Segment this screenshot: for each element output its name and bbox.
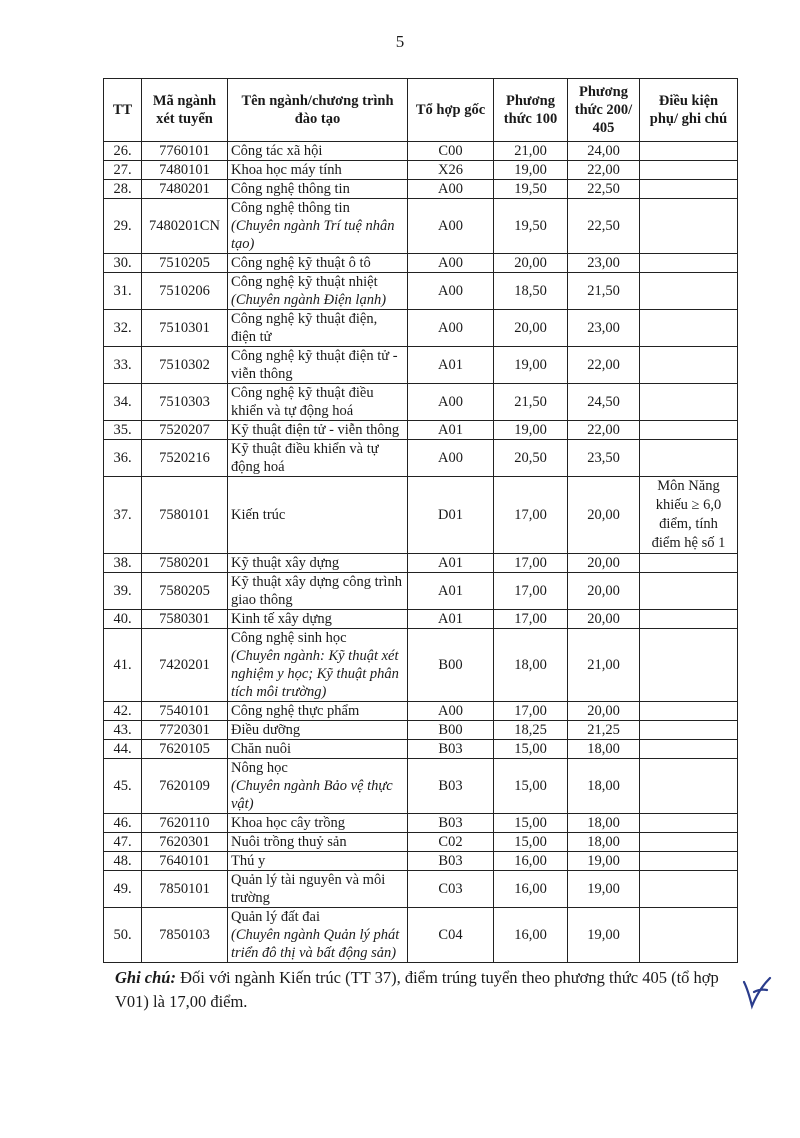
table-row	[104, 440, 738, 477]
program-specialization-note: (Chuyên ngành Quản lý phát triển đô thị và bất động sản)	[231, 927, 400, 961]
cell-method-100: 18,00	[494, 629, 568, 702]
cell-combo: A00	[408, 384, 494, 421]
cell-tt: 30.	[104, 254, 142, 273]
cell-tt: 46.	[104, 814, 142, 833]
cell-condition	[640, 740, 738, 759]
cell-method-100: 19,00	[494, 347, 568, 384]
cell-method-100: 16,00	[494, 908, 568, 963]
cell-method-200-405: 18,00	[568, 833, 640, 852]
cell-code: 7850101	[142, 871, 228, 908]
cell-condition	[640, 440, 738, 477]
cell-name	[228, 721, 408, 740]
cell-name	[228, 142, 408, 161]
cell-method-200-405: 22,00	[568, 347, 640, 384]
cell-method-200-405: 20,00	[568, 610, 640, 629]
cell-code: 7510206	[142, 273, 228, 310]
cell-code: 7620301	[142, 833, 228, 852]
cell-code: 7510301	[142, 310, 228, 347]
program-name: Công nghệ thông tin	[231, 200, 350, 216]
cell-method-100: 17,00	[494, 573, 568, 610]
cell-combo: A00	[408, 254, 494, 273]
cell-method-100: 19,00	[494, 161, 568, 180]
program-name: Quản lý tài nguyên và môi trường	[231, 872, 386, 906]
cell-condition	[640, 759, 738, 814]
cell-method-200-405: 19,00	[568, 871, 640, 908]
cell-method-100: 15,00	[494, 759, 568, 814]
table-row	[104, 871, 738, 908]
cell-tt: 41.	[104, 629, 142, 702]
program-specialization-note: (Chuyên ngành: Kỹ thuật xét nghiệm y học; Kỹ thuật phân tích môi trường)	[231, 648, 399, 700]
cell-method-200-405: 21,00	[568, 629, 640, 702]
program-name: Quản lý đất đai	[231, 909, 320, 925]
cell-condition	[640, 814, 738, 833]
cell-name	[228, 347, 408, 384]
cell-condition	[640, 161, 738, 180]
cell-method-100: 19,50	[494, 199, 568, 254]
program-name: Kỹ thuật điện tử - viễn thông	[231, 422, 400, 438]
cell-condition	[640, 721, 738, 740]
cell-condition	[640, 573, 738, 610]
cell-condition	[640, 384, 738, 421]
cell-condition	[640, 554, 738, 573]
cell-tt: 35.	[104, 421, 142, 440]
cell-tt: 49.	[104, 871, 142, 908]
condition-text: Môn Năng khiếu ≥ 6,0 điểm, tính điểm hệ số 1	[651, 478, 726, 551]
cell-method-200-405: 23,00	[568, 254, 640, 273]
cell-condition	[640, 477, 738, 554]
cell-code: 7520216	[142, 440, 228, 477]
cell-condition	[640, 871, 738, 908]
program-specialization-note: (Chuyên ngành Điện lạnh)	[231, 292, 387, 308]
header-method-100: Phương thức 100	[494, 79, 568, 142]
cell-code: 7580101	[142, 477, 228, 554]
program-name: Kinh tế xây dựng	[231, 611, 332, 627]
footnote	[115, 966, 735, 1014]
cell-condition	[640, 310, 738, 347]
header-condition: Điều kiện phụ/ ghi chú	[640, 79, 738, 142]
cell-tt: 44.	[104, 740, 142, 759]
cell-combo: B00	[408, 721, 494, 740]
cell-method-100: 20,50	[494, 440, 568, 477]
program-name: Kỹ thuật điều khiển và tự động hoá	[231, 441, 379, 475]
cell-tt: 50.	[104, 908, 142, 963]
table-row	[104, 629, 738, 702]
cell-combo: A01	[408, 347, 494, 384]
cell-combo: B03	[408, 740, 494, 759]
cell-code: 7510302	[142, 347, 228, 384]
cell-name	[228, 161, 408, 180]
cell-name	[228, 254, 408, 273]
cell-code: 7620109	[142, 759, 228, 814]
cell-combo: A00	[408, 440, 494, 477]
cell-name	[228, 908, 408, 963]
program-name: Thú y	[231, 853, 266, 869]
program-name: Công nghệ thông tin	[231, 181, 350, 197]
table-row	[104, 702, 738, 721]
cell-method-100: 18,50	[494, 273, 568, 310]
cell-method-200-405: 22,50	[568, 180, 640, 199]
program-name: Công nghệ kỹ thuật ô tô	[231, 255, 371, 271]
page-number: 5	[395, 32, 405, 51]
cell-code: 7480201	[142, 180, 228, 199]
program-name: Công nghệ sinh học	[231, 630, 347, 646]
admission-score-table	[103, 78, 738, 963]
cell-condition	[640, 347, 738, 384]
cell-tt: 43.	[104, 721, 142, 740]
program-name: Khoa học cây trồng	[231, 815, 345, 831]
cell-method-200-405: 24,50	[568, 384, 640, 421]
cell-name	[228, 852, 408, 871]
header-combo: Tổ hợp gốc	[408, 79, 494, 142]
cell-condition	[640, 833, 738, 852]
table-row	[104, 180, 738, 199]
cell-method-200-405: 19,00	[568, 908, 640, 963]
cell-method-100: 21,00	[494, 142, 568, 161]
cell-method-200-405: 23,00	[568, 310, 640, 347]
cell-name	[228, 421, 408, 440]
cell-method-200-405: 22,50	[568, 199, 640, 254]
cell-method-200-405: 23,50	[568, 440, 640, 477]
cell-combo: C04	[408, 908, 494, 963]
cell-code: 7620105	[142, 740, 228, 759]
footnote-lead: Ghi chú:	[115, 968, 176, 987]
cell-method-200-405: 24,00	[568, 142, 640, 161]
cell-name	[228, 440, 408, 477]
cell-tt: 27.	[104, 161, 142, 180]
program-specialization-note: (Chuyên ngành Trí tuệ nhân tạo)	[231, 218, 395, 252]
cell-code: 7580301	[142, 610, 228, 629]
cell-method-100: 19,00	[494, 421, 568, 440]
cell-tt: 39.	[104, 573, 142, 610]
cell-method-200-405: 19,00	[568, 852, 640, 871]
cell-combo: A00	[408, 273, 494, 310]
program-name: Nông học	[231, 760, 288, 776]
cell-method-100: 17,00	[494, 554, 568, 573]
program-name: Công nghệ kỹ thuật điều khiển và tự động hoá	[231, 385, 374, 419]
program-name: Công nghệ kỹ thuật điện tử - viễn thông	[231, 348, 398, 382]
cell-combo: C00	[408, 142, 494, 161]
cell-method-200-405: 21,25	[568, 721, 640, 740]
cell-code: 7620110	[142, 814, 228, 833]
cell-combo: A00	[408, 180, 494, 199]
cell-name	[228, 629, 408, 702]
cell-method-100: 16,00	[494, 852, 568, 871]
program-name: Kỹ thuật xây dựng	[231, 555, 340, 571]
table-row	[104, 554, 738, 573]
cell-condition	[640, 702, 738, 721]
cell-condition	[640, 273, 738, 310]
table-body	[104, 142, 738, 963]
cell-method-200-405: 20,00	[568, 702, 640, 721]
cell-condition	[640, 421, 738, 440]
cell-combo: A00	[408, 199, 494, 254]
cell-method-100: 17,00	[494, 610, 568, 629]
cell-combo: C02	[408, 833, 494, 852]
cell-tt: 47.	[104, 833, 142, 852]
cell-name	[228, 310, 408, 347]
cell-tt: 36.	[104, 440, 142, 477]
header-tt: TT	[104, 79, 142, 142]
cell-tt: 29.	[104, 199, 142, 254]
cell-condition	[640, 142, 738, 161]
cell-code: 7510205	[142, 254, 228, 273]
table-row	[104, 254, 738, 273]
program-name: Công tác xã hội	[231, 143, 323, 159]
cell-name	[228, 759, 408, 814]
cell-name	[228, 180, 408, 199]
cell-method-200-405: 22,00	[568, 161, 640, 180]
cell-tt: 28.	[104, 180, 142, 199]
header-method-200-405: Phương thức 200/ 405	[568, 79, 640, 142]
cell-method-100: 20,00	[494, 310, 568, 347]
cell-code: 7850103	[142, 908, 228, 963]
program-name: Chăn nuôi	[231, 741, 292, 757]
cell-combo: D01	[408, 477, 494, 554]
program-name: Khoa học máy tính	[231, 162, 342, 178]
footnote-text: Đối với ngành Kiến trúc (TT 37), điểm trúng tuyển theo phương thức 405 (tổ hợp V01) là 17,00 điểm.	[115, 968, 719, 1011]
cell-name	[228, 740, 408, 759]
cell-method-200-405: 21,50	[568, 273, 640, 310]
table-row	[104, 740, 738, 759]
program-name: Công nghệ thực phẩm	[231, 703, 360, 719]
cell-name	[228, 610, 408, 629]
cell-method-200-405: 20,00	[568, 573, 640, 610]
cell-name	[228, 814, 408, 833]
cell-combo: B00	[408, 629, 494, 702]
program-name: Công nghệ kỹ thuật nhiệt	[231, 274, 378, 290]
cell-method-200-405: 20,00	[568, 554, 640, 573]
cell-name	[228, 199, 408, 254]
cell-method-100: 15,00	[494, 740, 568, 759]
cell-condition	[640, 610, 738, 629]
cell-code: 7720301	[142, 721, 228, 740]
cell-method-100: 15,00	[494, 814, 568, 833]
cell-combo: B03	[408, 814, 494, 833]
cell-code: 7510303	[142, 384, 228, 421]
cell-combo: C03	[408, 871, 494, 908]
program-name: Nuôi trồng thuỷ sản	[231, 834, 347, 850]
cell-combo: A01	[408, 573, 494, 610]
cell-method-100: 16,00	[494, 871, 568, 908]
cell-method-100: 21,50	[494, 384, 568, 421]
table-row	[104, 161, 738, 180]
cell-condition	[640, 852, 738, 871]
cell-name	[228, 273, 408, 310]
table-row	[104, 814, 738, 833]
cell-tt: 40.	[104, 610, 142, 629]
table-row	[104, 384, 738, 421]
header-code: Mã ngành xét tuyển	[142, 79, 228, 142]
cell-name	[228, 871, 408, 908]
table-row	[104, 273, 738, 310]
cell-tt: 26.	[104, 142, 142, 161]
cell-code: 7640101	[142, 852, 228, 871]
cell-tt: 45.	[104, 759, 142, 814]
cell-code: 7480101	[142, 161, 228, 180]
cell-method-100: 15,00	[494, 833, 568, 852]
cell-combo: A01	[408, 610, 494, 629]
cell-tt: 34.	[104, 384, 142, 421]
table-row	[104, 199, 738, 254]
table-row	[104, 421, 738, 440]
table-row	[104, 759, 738, 814]
cell-combo: A01	[408, 554, 494, 573]
cell-method-200-405: 18,00	[568, 740, 640, 759]
table-row	[104, 721, 738, 740]
cell-method-200-405: 18,00	[568, 814, 640, 833]
cell-method-200-405: 22,00	[568, 421, 640, 440]
cell-method-100: 18,25	[494, 721, 568, 740]
cell-tt: 38.	[104, 554, 142, 573]
cell-tt: 48.	[104, 852, 142, 871]
cell-method-100: 17,00	[494, 702, 568, 721]
cell-condition	[640, 199, 738, 254]
table-row	[104, 852, 738, 871]
cell-code: 7520207	[142, 421, 228, 440]
cell-combo: A00	[408, 702, 494, 721]
table-row	[104, 142, 738, 161]
table-row	[104, 573, 738, 610]
program-name: Điều dưỡng	[231, 722, 301, 738]
cell-name	[228, 833, 408, 852]
cell-name	[228, 477, 408, 554]
cell-combo: A01	[408, 421, 494, 440]
program-name: Kiến trúc	[231, 507, 286, 523]
cell-name	[228, 573, 408, 610]
program-specialization-note: (Chuyên ngành Bảo vệ thực vật)	[231, 778, 393, 812]
cell-tt: 42.	[104, 702, 142, 721]
program-name: Kỹ thuật xây dựng công trình giao thông	[231, 574, 402, 608]
table-header-row	[104, 79, 738, 142]
program-name: Công nghệ kỹ thuật điện, điện tử	[231, 311, 378, 345]
header-name: Tên ngành/chương trình đào tạo	[228, 79, 408, 142]
cell-name	[228, 384, 408, 421]
cell-tt: 31.	[104, 273, 142, 310]
cell-tt: 33.	[104, 347, 142, 384]
cell-method-100: 19,50	[494, 180, 568, 199]
table-row	[104, 477, 738, 554]
cell-combo: B03	[408, 759, 494, 814]
table-row	[104, 347, 738, 384]
cell-code: 7420201	[142, 629, 228, 702]
cell-method-100: 17,00	[494, 477, 568, 554]
cell-method-200-405: 18,00	[568, 759, 640, 814]
cell-condition	[640, 629, 738, 702]
cell-code: 7540101	[142, 702, 228, 721]
cell-tt: 37.	[104, 477, 142, 554]
cell-combo: B03	[408, 852, 494, 871]
table-row	[104, 908, 738, 963]
cell-code: 7760101	[142, 142, 228, 161]
cell-method-100: 20,00	[494, 254, 568, 273]
cell-tt: 32.	[104, 310, 142, 347]
table-row	[104, 310, 738, 347]
initial-signature	[740, 968, 772, 1010]
cell-method-200-405: 20,00	[568, 477, 640, 554]
cell-code: 7580205	[142, 573, 228, 610]
cell-code: 7480201CN	[142, 199, 228, 254]
cell-condition	[640, 908, 738, 963]
cell-condition	[640, 180, 738, 199]
cell-code: 7580201	[142, 554, 228, 573]
table-row	[104, 610, 738, 629]
cell-condition	[640, 254, 738, 273]
cell-name	[228, 702, 408, 721]
table-row	[104, 833, 738, 852]
cell-name	[228, 554, 408, 573]
cell-combo: X26	[408, 161, 494, 180]
cell-combo: A00	[408, 310, 494, 347]
